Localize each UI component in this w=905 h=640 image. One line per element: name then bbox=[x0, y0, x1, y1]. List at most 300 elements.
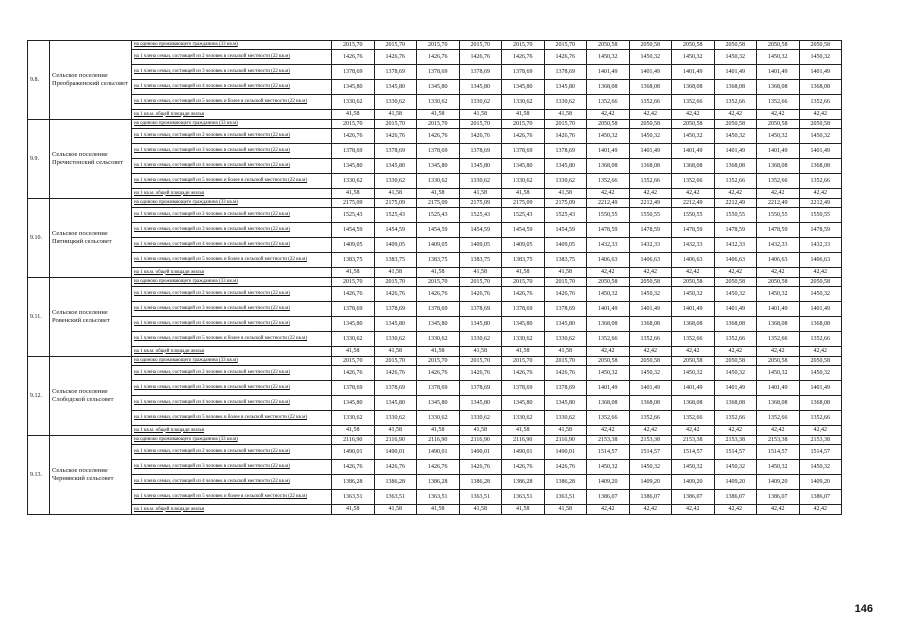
value-cell: 41,58 bbox=[374, 268, 417, 278]
value-cell: 1514,57 bbox=[587, 445, 630, 460]
value-cell: 1368,08 bbox=[629, 396, 672, 411]
value-cell: 1514,57 bbox=[757, 445, 800, 460]
value-cell: 1345,80 bbox=[332, 317, 375, 332]
table-row bbox=[28, 426, 842, 436]
value-cell: 1426,76 bbox=[417, 366, 460, 381]
row-description: на 1 кв.м. общей площади жилья bbox=[132, 347, 332, 357]
value-cell: 2050,58 bbox=[799, 41, 842, 50]
value-cell: 1409,05 bbox=[459, 238, 502, 253]
value-cell: 1426,76 bbox=[417, 460, 460, 475]
value-cell: 1368,08 bbox=[629, 317, 672, 332]
value-cell: 1450,32 bbox=[629, 129, 672, 144]
value-cell: 1330,62 bbox=[374, 174, 417, 189]
value-cell: 1514,57 bbox=[672, 445, 715, 460]
value-cell: 1345,80 bbox=[544, 159, 587, 174]
value-cell: 2015,70 bbox=[374, 278, 417, 287]
value-cell: 1368,08 bbox=[799, 317, 842, 332]
value-cell: 42,42 bbox=[799, 189, 842, 199]
value-cell: 1330,62 bbox=[544, 95, 587, 110]
value-cell: 1409,05 bbox=[544, 238, 587, 253]
value-cell: 1409,05 bbox=[374, 238, 417, 253]
value-cell: 41,58 bbox=[417, 426, 460, 436]
value-cell: 1330,62 bbox=[502, 174, 545, 189]
value-cell: 1345,80 bbox=[417, 159, 460, 174]
value-cell: 1345,80 bbox=[459, 159, 502, 174]
value-cell: 1378,69 bbox=[417, 302, 460, 317]
value-cell: 2212,49 bbox=[587, 199, 630, 208]
value-cell: 41,58 bbox=[544, 505, 587, 515]
value-cell: 2050,58 bbox=[714, 41, 757, 50]
value-cell: 1450,32 bbox=[714, 50, 757, 65]
value-cell: 1345,80 bbox=[544, 80, 587, 95]
value-cell: 1345,80 bbox=[417, 317, 460, 332]
value-cell: 2050,58 bbox=[799, 357, 842, 366]
value-cell: 1386,07 bbox=[714, 490, 757, 505]
value-cell: 1401,49 bbox=[799, 144, 842, 159]
value-cell: 2015,70 bbox=[417, 41, 460, 50]
value-cell: 1330,62 bbox=[417, 95, 460, 110]
value-cell: 1426,76 bbox=[332, 366, 375, 381]
value-cell: 2015,70 bbox=[417, 357, 460, 366]
value-cell: 1386,07 bbox=[587, 490, 630, 505]
value-cell: 2015,70 bbox=[459, 41, 502, 50]
value-cell: 2050,58 bbox=[757, 278, 800, 287]
value-cell: 1401,49 bbox=[714, 381, 757, 396]
value-cell: 1450,32 bbox=[672, 460, 715, 475]
value-cell: 42,42 bbox=[587, 426, 630, 436]
value-cell: 1368,08 bbox=[672, 396, 715, 411]
value-cell: 1478,59 bbox=[714, 223, 757, 238]
value-cell: 2015,70 bbox=[374, 357, 417, 366]
value-cell: 42,42 bbox=[799, 426, 842, 436]
value-cell: 1368,08 bbox=[672, 317, 715, 332]
value-cell: 1352,66 bbox=[629, 95, 672, 110]
value-cell: 1514,57 bbox=[629, 445, 672, 460]
value-cell: 1352,66 bbox=[672, 411, 715, 426]
value-cell: 1406,63 bbox=[714, 253, 757, 268]
value-cell: 41,58 bbox=[502, 110, 545, 120]
value-cell: 1454,59 bbox=[332, 223, 375, 238]
value-cell: 42,42 bbox=[714, 268, 757, 278]
value-cell: 42,42 bbox=[799, 347, 842, 357]
value-cell: 1378,69 bbox=[332, 302, 375, 317]
value-cell: 1378,69 bbox=[502, 381, 545, 396]
value-cell: 1409,20 bbox=[799, 475, 842, 490]
value-cell: 41,58 bbox=[374, 426, 417, 436]
row-description: на 1 члена семьи, состоящей из 2 человек в сельской местности (22 кв.м) bbox=[132, 445, 332, 460]
table-row bbox=[28, 287, 842, 302]
value-cell: 1426,76 bbox=[544, 129, 587, 144]
value-cell: 1368,08 bbox=[714, 396, 757, 411]
table-row bbox=[28, 199, 842, 208]
value-cell: 1352,66 bbox=[587, 332, 630, 347]
row-description: на 1 члена семьи, состоящей из 3 человек в сельской местности (22 кв.м) bbox=[132, 302, 332, 317]
table-row bbox=[28, 80, 842, 95]
value-cell: 2015,70 bbox=[502, 357, 545, 366]
value-cell: 2015,70 bbox=[544, 120, 587, 129]
value-cell: 1368,08 bbox=[629, 80, 672, 95]
row-description: на 1 члена семьи, состоящей из 4 человек в сельской местности (22 кв.м) bbox=[132, 317, 332, 332]
value-cell: 1401,49 bbox=[587, 302, 630, 317]
value-cell: 1426,76 bbox=[417, 129, 460, 144]
table-row bbox=[28, 110, 842, 120]
table-row bbox=[28, 357, 842, 366]
value-cell: 1363,51 bbox=[417, 490, 460, 505]
value-cell: 2050,58 bbox=[629, 120, 672, 129]
value-cell: 1450,32 bbox=[587, 460, 630, 475]
value-cell: 1386,07 bbox=[757, 490, 800, 505]
row-description: на одиноко проживающего гражданина (33 кв.м) bbox=[132, 199, 332, 208]
value-cell: 1378,69 bbox=[332, 65, 375, 80]
value-cell: 42,42 bbox=[757, 347, 800, 357]
table-row bbox=[28, 381, 842, 396]
value-cell: 1345,80 bbox=[544, 396, 587, 411]
value-cell: 2153,38 bbox=[629, 436, 672, 445]
value-cell: 1432,33 bbox=[629, 238, 672, 253]
value-cell: 1378,69 bbox=[502, 65, 545, 80]
value-cell: 42,42 bbox=[757, 189, 800, 199]
row-description: на 1 члена семьи, состоящей из 2 человек в сельской местности (22 кв.м) bbox=[132, 287, 332, 302]
value-cell: 1426,76 bbox=[502, 50, 545, 65]
value-cell: 1368,08 bbox=[799, 396, 842, 411]
value-cell: 1409,20 bbox=[587, 475, 630, 490]
value-cell: 1330,62 bbox=[417, 411, 460, 426]
row-description: на одиноко проживающего гражданина (33 кв.м) bbox=[132, 41, 332, 50]
value-cell: 1450,32 bbox=[714, 460, 757, 475]
value-cell: 1378,69 bbox=[459, 65, 502, 80]
value-cell: 1378,69 bbox=[544, 302, 587, 317]
value-cell: 1345,80 bbox=[502, 80, 545, 95]
table-row bbox=[28, 174, 842, 189]
value-cell: 42,42 bbox=[629, 347, 672, 357]
value-cell: 1450,32 bbox=[629, 287, 672, 302]
value-cell: 1368,08 bbox=[757, 159, 800, 174]
value-cell: 2050,58 bbox=[587, 41, 630, 50]
value-cell: 1450,32 bbox=[629, 366, 672, 381]
value-cell: 1550,55 bbox=[629, 208, 672, 223]
value-cell: 2015,70 bbox=[332, 41, 375, 50]
value-cell: 1330,62 bbox=[417, 174, 460, 189]
table-row bbox=[28, 238, 842, 253]
table-row bbox=[28, 65, 842, 80]
value-cell: 2212,49 bbox=[672, 199, 715, 208]
value-cell: 1450,32 bbox=[672, 287, 715, 302]
value-cell: 1330,62 bbox=[332, 174, 375, 189]
value-cell: 2015,70 bbox=[417, 278, 460, 287]
value-cell: 41,58 bbox=[544, 347, 587, 357]
value-cell: 2050,58 bbox=[757, 41, 800, 50]
value-cell: 42,42 bbox=[587, 347, 630, 357]
value-cell: 1525,43 bbox=[417, 208, 460, 223]
table-row bbox=[28, 208, 842, 223]
value-cell: 1450,32 bbox=[714, 129, 757, 144]
table-row bbox=[28, 129, 842, 144]
value-cell: 1368,08 bbox=[587, 80, 630, 95]
value-cell: 1368,08 bbox=[629, 159, 672, 174]
value-cell: 1401,49 bbox=[587, 144, 630, 159]
value-cell: 1409,05 bbox=[332, 238, 375, 253]
table-row bbox=[28, 268, 842, 278]
value-cell: 41,58 bbox=[459, 189, 502, 199]
value-cell: 1426,76 bbox=[502, 460, 545, 475]
value-cell: 1478,59 bbox=[757, 223, 800, 238]
value-cell: 1478,59 bbox=[799, 223, 842, 238]
settlement-name: Сельское поселение Преображенский сельсовет bbox=[50, 41, 132, 120]
value-cell: 1406,63 bbox=[629, 253, 672, 268]
value-cell: 1514,57 bbox=[799, 445, 842, 460]
value-cell: 41,58 bbox=[459, 268, 502, 278]
value-cell: 1409,20 bbox=[714, 475, 757, 490]
value-cell: 1450,32 bbox=[587, 287, 630, 302]
value-cell: 1401,49 bbox=[672, 302, 715, 317]
value-cell: 1450,32 bbox=[799, 460, 842, 475]
section-code: 9.8. bbox=[28, 41, 50, 120]
table-row bbox=[28, 436, 842, 445]
value-cell: 1378,69 bbox=[374, 65, 417, 80]
table-row bbox=[28, 95, 842, 110]
table-row bbox=[28, 490, 842, 505]
table-body bbox=[28, 41, 842, 515]
value-cell: 42,42 bbox=[714, 189, 757, 199]
value-cell: 1490,01 bbox=[544, 445, 587, 460]
row-description: на 1 кв.м. общей площади жилья bbox=[132, 426, 332, 436]
value-cell: 1450,32 bbox=[587, 129, 630, 144]
value-cell: 41,58 bbox=[502, 189, 545, 199]
value-cell: 2212,49 bbox=[757, 199, 800, 208]
value-cell: 1401,49 bbox=[629, 65, 672, 80]
value-cell: 1352,66 bbox=[629, 174, 672, 189]
table-row bbox=[28, 189, 842, 199]
row-description: на 1 члена семьи, состоящей из 2 человек в сельской местности (22 кв.м) bbox=[132, 208, 332, 223]
value-cell: 1363,51 bbox=[332, 490, 375, 505]
value-cell: 41,58 bbox=[332, 110, 375, 120]
value-cell: 1401,49 bbox=[672, 144, 715, 159]
value-cell: 1401,49 bbox=[672, 65, 715, 80]
value-cell: 2116,90 bbox=[459, 436, 502, 445]
value-cell: 1550,55 bbox=[714, 208, 757, 223]
value-cell: 1406,63 bbox=[672, 253, 715, 268]
value-cell: 1426,76 bbox=[459, 50, 502, 65]
value-cell: 2050,58 bbox=[757, 357, 800, 366]
value-cell: 2116,90 bbox=[544, 436, 587, 445]
value-cell: 1426,76 bbox=[544, 50, 587, 65]
settlement-name: Сельское поселение Ровенский сельсовет bbox=[50, 278, 132, 357]
settlement-name: Сельское поселение Пятницкий сельсовет bbox=[50, 199, 132, 278]
value-cell: 1330,62 bbox=[332, 411, 375, 426]
value-cell: 2175,09 bbox=[417, 199, 460, 208]
value-cell: 1409,20 bbox=[757, 475, 800, 490]
value-cell: 1378,69 bbox=[417, 144, 460, 159]
value-cell: 1330,62 bbox=[502, 411, 545, 426]
value-cell: 1450,32 bbox=[757, 50, 800, 65]
value-cell: 42,42 bbox=[799, 505, 842, 515]
value-cell: 42,42 bbox=[714, 505, 757, 515]
row-description: на одиноко проживающего гражданина (33 кв.м) bbox=[132, 278, 332, 287]
value-cell: 2153,38 bbox=[757, 436, 800, 445]
value-cell: 1383,75 bbox=[332, 253, 375, 268]
value-cell: 1450,32 bbox=[757, 129, 800, 144]
value-cell: 1426,76 bbox=[459, 366, 502, 381]
section-code: 9.12. bbox=[28, 357, 50, 436]
value-cell: 2015,70 bbox=[459, 120, 502, 129]
row-description: на одиноко проживающего гражданина (33 кв.м) bbox=[132, 436, 332, 445]
value-cell: 1409,05 bbox=[417, 238, 460, 253]
value-cell: 41,58 bbox=[332, 505, 375, 515]
value-cell: 41,58 bbox=[417, 189, 460, 199]
value-cell: 1406,63 bbox=[799, 253, 842, 268]
value-cell: 1450,32 bbox=[672, 366, 715, 381]
value-cell: 2175,09 bbox=[374, 199, 417, 208]
value-cell: 1401,49 bbox=[587, 65, 630, 80]
table-row bbox=[28, 41, 842, 50]
value-cell: 2050,58 bbox=[672, 278, 715, 287]
value-cell: 1550,55 bbox=[757, 208, 800, 223]
value-cell: 1426,76 bbox=[374, 129, 417, 144]
value-cell: 1426,76 bbox=[374, 50, 417, 65]
value-cell: 1368,08 bbox=[714, 317, 757, 332]
value-cell: 1352,66 bbox=[799, 95, 842, 110]
row-description: на 1 члена семьи, состоящей из 5 человек и более в сельской местности (22 кв.м) bbox=[132, 174, 332, 189]
value-cell: 1432,33 bbox=[757, 238, 800, 253]
value-cell: 1432,33 bbox=[587, 238, 630, 253]
value-cell: 1330,62 bbox=[374, 411, 417, 426]
table-row bbox=[28, 159, 842, 174]
value-cell: 1352,66 bbox=[714, 174, 757, 189]
value-cell: 1368,08 bbox=[672, 80, 715, 95]
value-cell: 2116,90 bbox=[374, 436, 417, 445]
value-cell: 1450,32 bbox=[587, 366, 630, 381]
row-description: на 1 кв.м. общей площади жилья bbox=[132, 189, 332, 199]
value-cell: 1345,80 bbox=[332, 159, 375, 174]
value-cell: 41,58 bbox=[502, 426, 545, 436]
table-row bbox=[28, 223, 842, 238]
value-cell: 1352,66 bbox=[672, 174, 715, 189]
value-cell: 1330,62 bbox=[374, 95, 417, 110]
settlement-name: Сельское поселение Пречистенский сельсовет bbox=[50, 120, 132, 199]
value-cell: 2175,09 bbox=[332, 199, 375, 208]
value-cell: 42,42 bbox=[629, 426, 672, 436]
value-cell: 1330,62 bbox=[459, 411, 502, 426]
value-cell: 42,42 bbox=[799, 268, 842, 278]
value-cell: 41,58 bbox=[374, 347, 417, 357]
table-row bbox=[28, 120, 842, 129]
value-cell: 1330,62 bbox=[459, 95, 502, 110]
value-cell: 1401,49 bbox=[799, 302, 842, 317]
value-cell: 42,42 bbox=[672, 347, 715, 357]
value-cell: 2153,38 bbox=[672, 436, 715, 445]
value-cell: 1352,66 bbox=[629, 332, 672, 347]
value-cell: 1330,62 bbox=[459, 174, 502, 189]
value-cell: 1490,01 bbox=[502, 445, 545, 460]
value-cell: 1450,32 bbox=[587, 50, 630, 65]
value-cell: 41,58 bbox=[459, 505, 502, 515]
value-cell: 1401,49 bbox=[629, 381, 672, 396]
value-cell: 1450,32 bbox=[757, 366, 800, 381]
value-cell: 1426,76 bbox=[332, 129, 375, 144]
value-cell: 41,58 bbox=[374, 189, 417, 199]
value-cell: 1426,76 bbox=[502, 287, 545, 302]
value-cell: 2015,70 bbox=[374, 120, 417, 129]
value-cell: 1401,49 bbox=[799, 381, 842, 396]
value-cell: 1345,80 bbox=[502, 396, 545, 411]
value-cell: 42,42 bbox=[587, 268, 630, 278]
value-cell: 1330,62 bbox=[544, 332, 587, 347]
value-cell: 1345,80 bbox=[502, 159, 545, 174]
value-cell: 1525,43 bbox=[374, 208, 417, 223]
value-cell: 1345,80 bbox=[374, 80, 417, 95]
value-cell: 1454,59 bbox=[544, 223, 587, 238]
value-cell: 1345,80 bbox=[417, 80, 460, 95]
value-cell: 1330,62 bbox=[502, 332, 545, 347]
rates-table bbox=[27, 40, 842, 515]
value-cell: 1401,49 bbox=[757, 65, 800, 80]
value-cell: 2015,70 bbox=[502, 120, 545, 129]
value-cell: 1450,32 bbox=[629, 460, 672, 475]
value-cell: 1368,08 bbox=[757, 80, 800, 95]
value-cell: 1426,76 bbox=[459, 129, 502, 144]
value-cell: 2050,58 bbox=[714, 357, 757, 366]
row-description: на 1 члена семьи, состоящей из 2 человек в сельской местности (22 кв.м) bbox=[132, 50, 332, 65]
value-cell: 2116,90 bbox=[417, 436, 460, 445]
value-cell: 1368,08 bbox=[757, 396, 800, 411]
table-row bbox=[28, 366, 842, 381]
value-cell: 1490,01 bbox=[374, 445, 417, 460]
value-cell: 1345,80 bbox=[544, 317, 587, 332]
row-description: на 1 члена семьи, состоящей из 3 человек в сельской местности (22 кв.м) bbox=[132, 460, 332, 475]
value-cell: 1386,07 bbox=[629, 490, 672, 505]
value-cell: 41,58 bbox=[502, 268, 545, 278]
value-cell: 1330,62 bbox=[332, 95, 375, 110]
value-cell: 1352,66 bbox=[757, 411, 800, 426]
value-cell: 1330,62 bbox=[417, 332, 460, 347]
value-cell: 1352,66 bbox=[672, 95, 715, 110]
value-cell: 42,42 bbox=[757, 426, 800, 436]
value-cell: 1383,75 bbox=[374, 253, 417, 268]
value-cell: 1525,43 bbox=[332, 208, 375, 223]
value-cell: 1450,32 bbox=[629, 50, 672, 65]
value-cell: 1426,76 bbox=[332, 50, 375, 65]
value-cell: 1352,66 bbox=[714, 95, 757, 110]
value-cell: 42,42 bbox=[629, 110, 672, 120]
value-cell: 1378,69 bbox=[502, 144, 545, 159]
value-cell: 1378,69 bbox=[459, 381, 502, 396]
value-cell: 1368,08 bbox=[672, 159, 715, 174]
value-cell: 1432,33 bbox=[672, 238, 715, 253]
value-cell: 1352,66 bbox=[587, 95, 630, 110]
value-cell: 2050,58 bbox=[714, 120, 757, 129]
value-cell: 1363,51 bbox=[544, 490, 587, 505]
row-description: на 1 кв.м. общей площади жилья bbox=[132, 505, 332, 515]
value-cell: 41,58 bbox=[459, 347, 502, 357]
value-cell: 1378,69 bbox=[544, 144, 587, 159]
value-cell: 41,58 bbox=[544, 426, 587, 436]
value-cell: 1525,43 bbox=[502, 208, 545, 223]
value-cell: 1378,69 bbox=[544, 381, 587, 396]
value-cell: 2015,70 bbox=[544, 41, 587, 50]
row-description: на 1 кв.м. общей площади жилья bbox=[132, 110, 332, 120]
value-cell: 1401,49 bbox=[672, 381, 715, 396]
value-cell: 1330,62 bbox=[332, 332, 375, 347]
value-cell: 41,58 bbox=[459, 110, 502, 120]
value-cell: 1401,49 bbox=[757, 381, 800, 396]
value-cell: 1383,75 bbox=[417, 253, 460, 268]
value-cell: 1363,51 bbox=[502, 490, 545, 505]
value-cell: 1401,49 bbox=[799, 65, 842, 80]
value-cell: 2153,38 bbox=[714, 436, 757, 445]
value-cell: 1454,59 bbox=[502, 223, 545, 238]
value-cell: 1426,76 bbox=[374, 366, 417, 381]
value-cell: 2015,70 bbox=[332, 278, 375, 287]
